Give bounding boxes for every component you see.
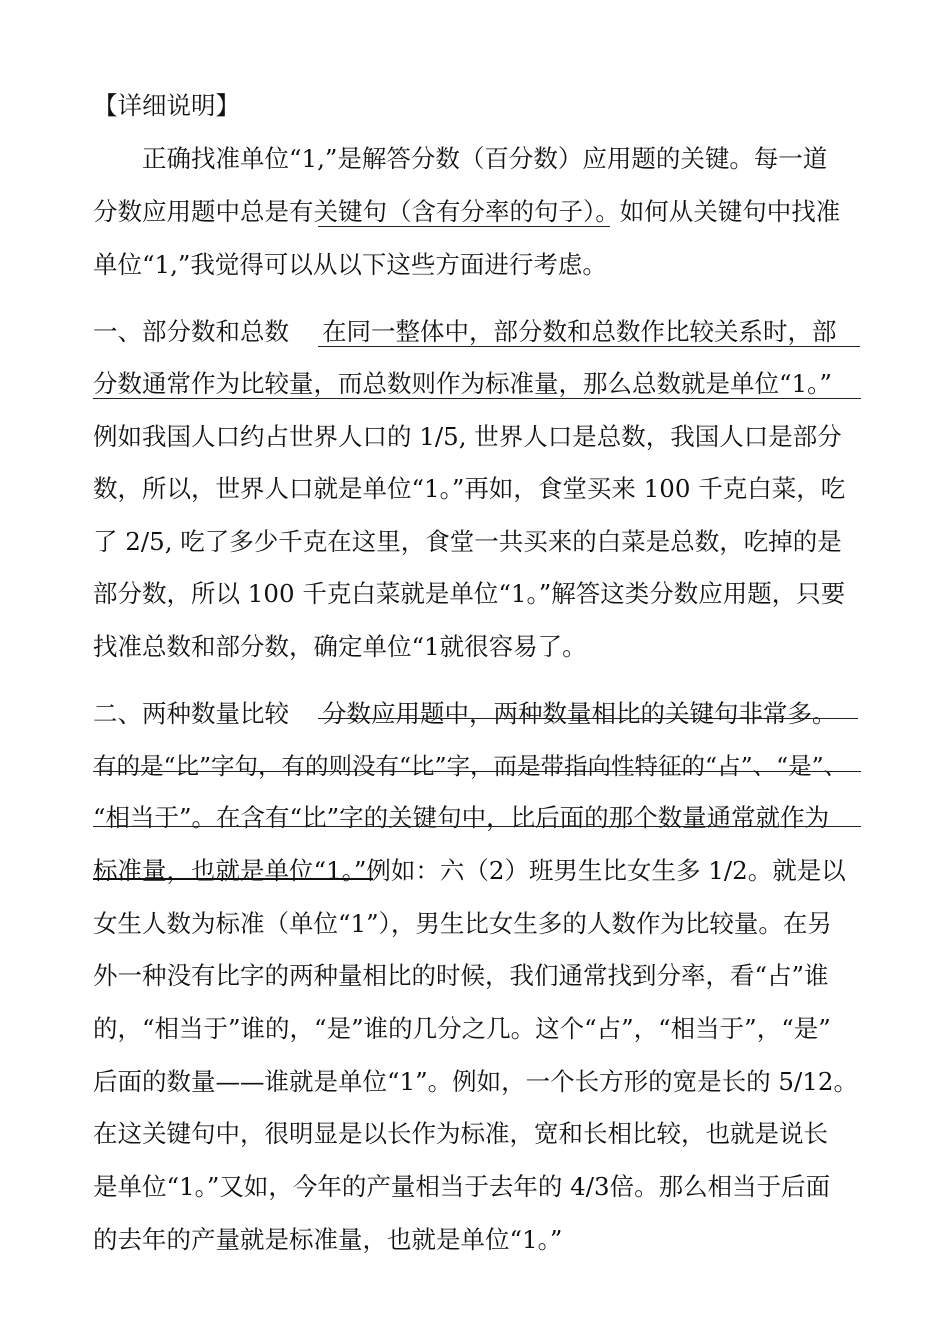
section2-line-7: 的，“相当于”谁的，“是”谁的几分之几。这个“占”，“相当于”，“是”	[93, 1014, 831, 1043]
section2-line-10: 是单位“1。”又如，今年的产量相当于去年的 4/3倍。那么相当于后面	[93, 1172, 831, 1201]
section2-line-2: 有的是“比”字句，有的则没有“比”字，而是带指向性特征的“占”、“是”、	[93, 752, 848, 780]
section2-underline-4	[93, 878, 373, 880]
section1-line-2: 分数通常作为比较量，而总数则作为标准量，那么总数就是单位“1。”	[93, 369, 832, 398]
section1-line-4: 数，所以，世界人口就是单位“1。”再如，食堂买来 100 千克白菜，吃	[93, 474, 846, 503]
section2-underline-2	[93, 771, 861, 772]
heading: 【详细说明】	[93, 91, 240, 120]
section2-line-9: 在这关键句中，很明显是以长作为标准，宽和长相比较，也就是说长	[93, 1119, 828, 1148]
section2-line-1: 分数应用题中，两种数量相比的关键句非常多。	[322, 699, 837, 728]
section2-title: 二、两种数量比较	[93, 699, 289, 728]
section2-line-8: 后面的数量——谁就是单位“1”。例如，一个长方形的宽是长的 5/12。	[93, 1067, 858, 1096]
intro-line-1: 正确找准单位“1,”是解答分数（百分数）应用题的关键。每一道	[142, 144, 828, 173]
section1-line-1: 在同一整体中，部分数和总数作比较关系时，部	[322, 317, 837, 346]
section1-line-3: 例如我国人口约占世界人口的 1/5, 世界人口是总数，我国人口是部分	[93, 422, 842, 451]
section2-underline-3	[93, 826, 861, 827]
section1-line-5: 了 2/5, 吃了多少千克在这里，食堂一共买来的白菜是总数，吃掉的是	[93, 527, 842, 556]
section1-underline-2	[93, 398, 861, 399]
intro-line-3: 单位“1,”我觉得可以从以下这些方面进行考虑。	[93, 250, 607, 279]
section2-line-11: 的去年的产量就是标准量，也就是单位“1。”	[93, 1225, 563, 1254]
section1-underline-1	[318, 346, 860, 347]
intro-line-2: 分数应用题中总是有关键句（含有分率的句子）。如何从关键句中找准	[93, 197, 841, 226]
section2-line-3: “相当于”。在含有“比”字的关键句中，比后面的那个数量通常就作为	[93, 803, 830, 832]
section2-line-6: 外一种没有比字的两种量相比的时候，我们通常找到分率，看“占”谁	[93, 961, 829, 990]
section2-line-4: 标准量，也就是单位“1。”例如：六（2）班男生比女生多 1/2。就是以	[93, 856, 846, 885]
key-sentence-underline	[318, 226, 610, 227]
section1-line-6: 部分数，所以 100 千克白菜就是单位“1。”解答这类分数应用题，只要	[93, 579, 846, 608]
section2-underline-1	[318, 718, 858, 719]
section1-line-7: 找准总数和部分数，确定单位“1就很容易了。	[93, 632, 587, 661]
section1-title: 一、部分数和总数	[93, 317, 289, 346]
section2-line-5: 女生人数为标准（单位“1”），男生比女生多的人数作为比较量。在另	[93, 909, 832, 938]
